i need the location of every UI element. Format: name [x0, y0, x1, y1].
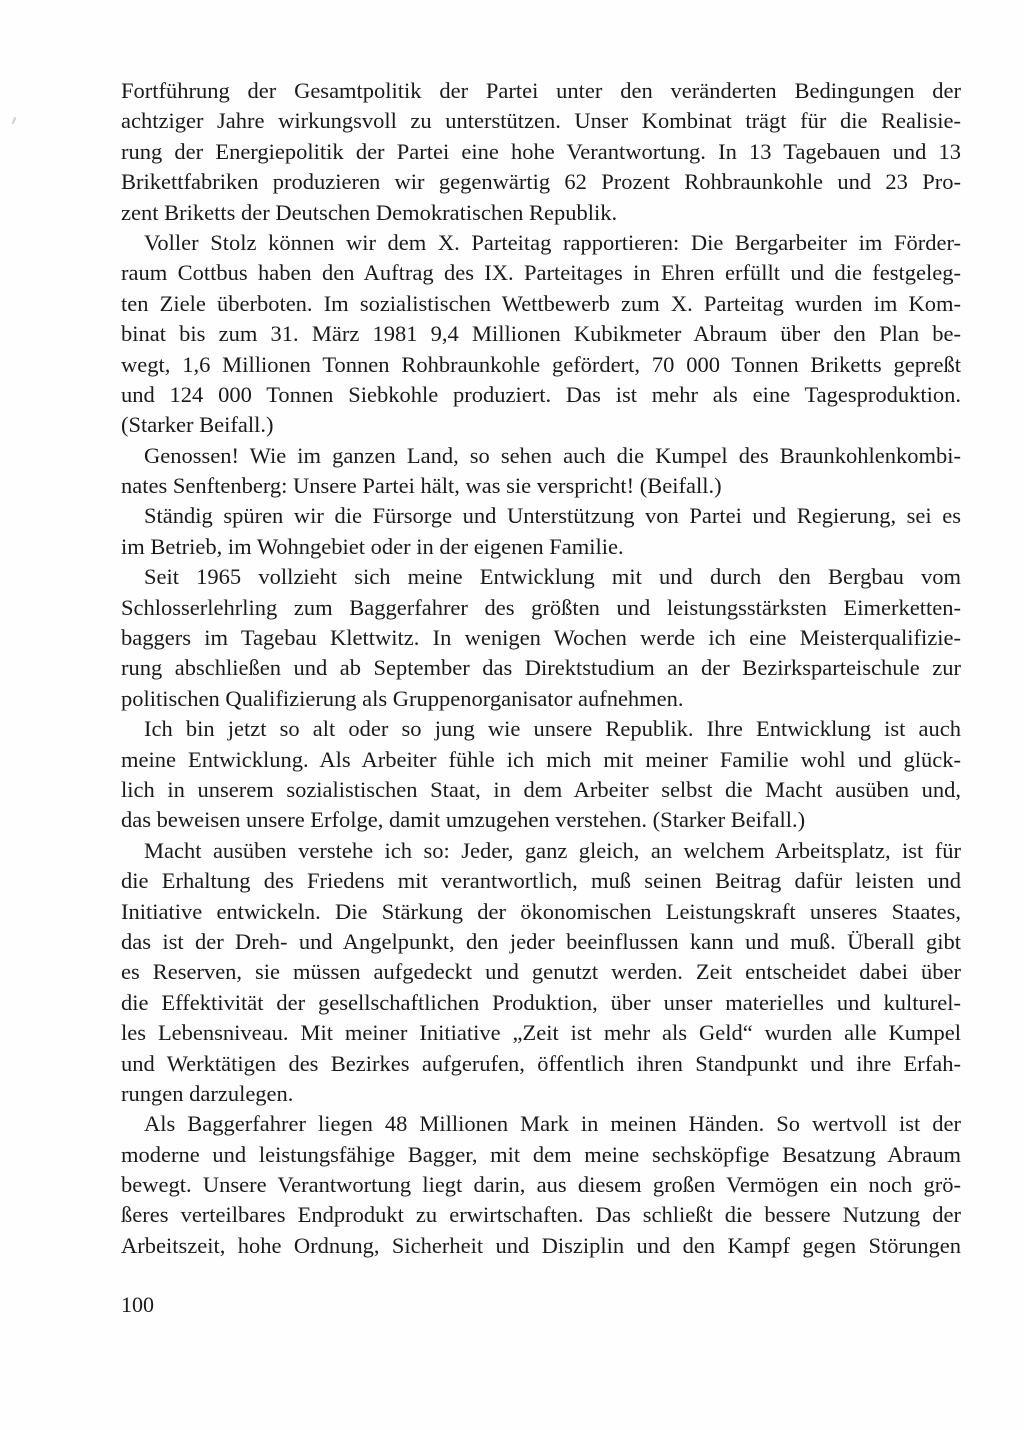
text-line: rung der Energiepolitik der Partei eine hohe Verantwortung. In 13 Tagebauen und 13	[121, 138, 961, 164]
text-line: baggers im Tagebau Klettwitz. In wenigen Wochen werde ich eine Meisterqualifizie-	[121, 625, 961, 651]
paragraph-first-line: Seit 1965 vollzieht sich meine Entwicklung mit und durch den Bergbau vom	[144, 564, 961, 590]
text-line: Arbeitszeit, hohe Ordnung, Sicherheit und Disziplin und den Kampf gegen Störungen	[121, 1232, 961, 1258]
text-line: und 124 000 Tonnen Siebkohle produziert. Das ist mehr als eine Tagesproduktion.	[121, 381, 961, 407]
paragraph-first-line: Als Baggerfahrer liegen 48 Millionen Mark in meinen Händen. So wertvoll ist der	[144, 1111, 961, 1137]
text-line: les Lebensniveau. Mit meiner Initiative „Zeit ist mehr als Geld“ wurden alle Kumpel	[121, 1020, 961, 1046]
paragraph-first-line: Genossen! Wie im ganzen Land, so sehen auch die Kumpel des Braunkohlenkombi-	[144, 442, 961, 468]
text-line: die Erhaltung des Friedens mit verantwortlich, muß seinen Beitrag dafür leisten und	[121, 868, 961, 894]
paragraph-first-line: Ich bin jetzt so alt oder so jung wie unsere Republik. Ihre Entwicklung ist auch	[144, 716, 961, 742]
text-line: rung abschließen und ab September das Direktstudium an der Bezirksparteischule zur	[121, 655, 961, 681]
text-line: die Effektivität der gesellschaftlichen Produktion, über unser materielles und kulturel-	[121, 989, 961, 1015]
paragraph-first-line: Ständig spüren wir die Fürsorge und Unterstützung von Partei und Regierung, sei es	[144, 503, 961, 529]
body-text	[121, 76, 961, 1261]
text-line: rungen darzulegen.	[121, 1080, 294, 1106]
text-line: ten Ziele überboten. Im sozialistischen Wettbewerb zum X. Parteitag wurden im Kom-	[121, 290, 961, 316]
text-line: lich in unserem sozialistischen Staat, in dem Arbeiter selbst die Macht ausüben und,	[121, 776, 961, 802]
text-line: achtziger Jahre wirkungsvoll zu unterstützen. Unser Kombinat trägt für die Realisie-	[121, 108, 961, 134]
text-line: im Betrieb, im Wohngebiet oder in der eigenen Familie.	[121, 533, 624, 559]
text-line: politischen Qualifizierung als Gruppenorganisator aufnehmen.	[121, 685, 684, 711]
text-line: bewegt. Unsere Verantwortung liegt darin, aus diesem großen Vermögen ein noch grö-	[121, 1172, 961, 1198]
text-line: (Starker Beifall.)	[121, 412, 274, 438]
text-line: das ist der Dreh- und Angelpunkt, den jeder beeinflussen kann und muß. Überall gibt	[121, 928, 961, 954]
text-line: und Werktätigen des Bezirkes aufgerufen, öffentlich ihren Standpunkt und ihre Erfah-	[121, 1050, 961, 1076]
text-line: moderne und leistungsfähige Bagger, mit dem meine sechsköpfige Besatzung Abraum	[121, 1141, 961, 1167]
scan-speck	[12, 117, 17, 124]
text-line: Fortführung der Gesamtpolitik der Partei unter den veränderten Bedingungen der	[121, 78, 961, 103]
text-line: wegt, 1,6 Millionen Tonnen Rohbraunkohle gefördert, 70 000 Tonnen Briketts gepreßt	[121, 351, 961, 377]
text-line: raum Cottbus haben den Auftrag des IX. Parteitages in Ehren erfüllt und die festgeleg-	[121, 260, 961, 286]
text-line: nates Senftenberg: Unsere Partei hält, was sie verspricht! (Beifall.)	[121, 473, 722, 499]
paragraph-first-line: Macht ausüben verstehe ich so: Jeder, ganz gleich, an welchem Arbeitsplatz, ist für	[144, 837, 961, 863]
page-number: 100	[121, 1292, 154, 1317]
paragraph-first-line: Voller Stolz können wir dem X. Parteitag rapportieren: Die Bergarbeiter im Förder-	[144, 229, 961, 255]
text-line: es Reserven, sie müssen aufgedeckt und genutzt werden. Zeit entscheidet dabei über	[121, 959, 961, 985]
text-line: ßeres verteilbares Endprodukt zu erwirtschaften. Das schließt die bessere Nutzung der	[121, 1202, 961, 1228]
text-line: Brikettfabriken produzieren wir gegenwärtig 62 Prozent Rohbraunkohle und 23 Pro-	[121, 169, 961, 195]
text-line: zent Briketts der Deutschen Demokratischen Republik.	[121, 199, 618, 225]
text-line: Schlosserlehrling zum Baggerfahrer des größten und leistungsstärksten Eimerketten-	[121, 594, 961, 620]
text-line: meine Entwicklung. Als Arbeiter fühle ich mich mit meiner Familie wohl und glück-	[121, 746, 961, 772]
text-line: das beweisen unsere Erfolge, damit umzugehen verstehen. (Starker Beifall.)	[121, 807, 806, 833]
text-line: Initiative entwickeln. Die Stärkung der ökonomischen Leistungskraft unseres Staates,	[121, 898, 961, 924]
text-line: binat bis zum 31. März 1981 9,4 Millionen Kubikmeter Abraum über den Plan be-	[121, 321, 961, 347]
